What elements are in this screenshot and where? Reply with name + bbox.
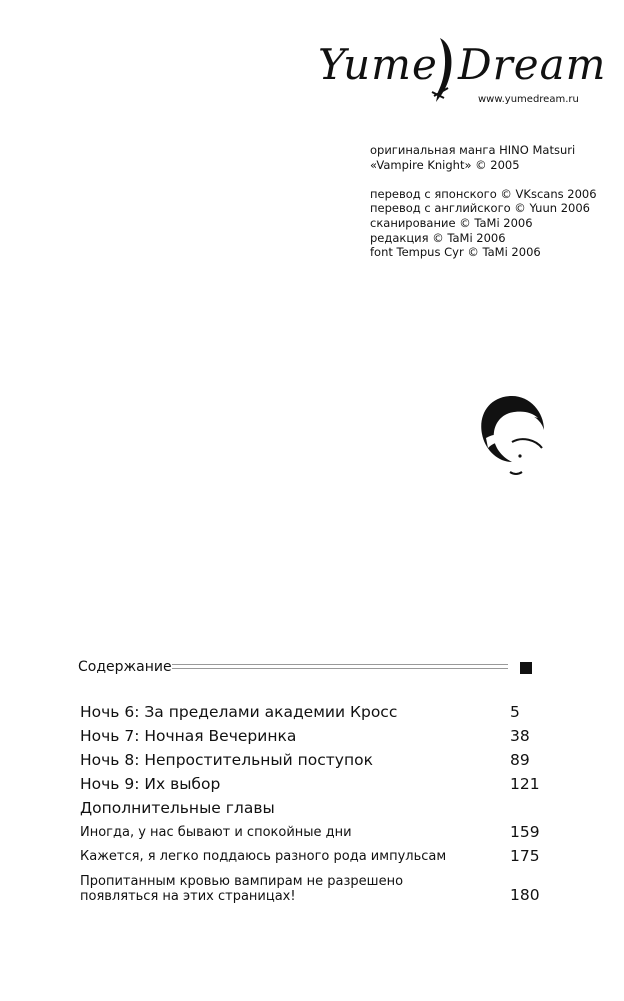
- entry-page: 180: [510, 886, 540, 904]
- entry-page: 38: [510, 727, 530, 745]
- entry-page: 159: [510, 823, 540, 841]
- credit-line: сканирование © TaMi 2006: [370, 215, 533, 230]
- entry-title: Ночь 9: Их выбор: [80, 775, 221, 793]
- entry-page: 121: [510, 775, 540, 793]
- site-url: www.yumedream.ru: [478, 94, 579, 105]
- entry-page: 175: [510, 847, 540, 865]
- publisher-emblem-icon: [476, 392, 548, 480]
- entry-title-line: появляться на этих страницах!: [80, 889, 296, 904]
- entry-page: 89: [510, 751, 530, 769]
- entry-title: [80, 874, 403, 904]
- feather-icon: [426, 36, 460, 106]
- entry-title: Кажется, я легко поддаюсь разного рода импульсам: [80, 849, 447, 864]
- entry-title-line: Пропитанным кровью вампирам не разрешено: [80, 874, 404, 889]
- extras-heading-text: Дополнительные главы: [80, 799, 275, 817]
- entry-title: Иногда, у нас бывают и спокойные дни: [80, 825, 352, 840]
- credit-line: перевод с английского © Yuun 2006: [370, 201, 590, 216]
- entry-page: 5: [510, 703, 520, 721]
- credit-line: редакция © TaMi 2006: [370, 230, 506, 245]
- toc-divider: [172, 664, 508, 669]
- credit-line: перевод с японского © VKscans 2006: [370, 186, 597, 201]
- toc-heading: Содержание: [78, 659, 172, 675]
- credits-block: [370, 143, 597, 260]
- entry-title: Ночь 8: Непростительный поступок: [80, 751, 373, 769]
- square-icon: [520, 662, 532, 674]
- logo-word-dream: Dream: [458, 40, 607, 89]
- entry-title: Ночь 7: Ночная Вечеринка: [80, 727, 297, 745]
- credit-line: font Tempus Cyr © TaMi 2006: [370, 245, 541, 260]
- logo-word-yume: Yume: [318, 40, 438, 89]
- entry-title: Ночь 6: За пределами академии Кросс: [80, 703, 398, 721]
- credit-line: «Vampire Knight» © 2005: [370, 157, 520, 172]
- credit-line: оригинальная манга HINO Matsuri: [370, 143, 576, 157]
